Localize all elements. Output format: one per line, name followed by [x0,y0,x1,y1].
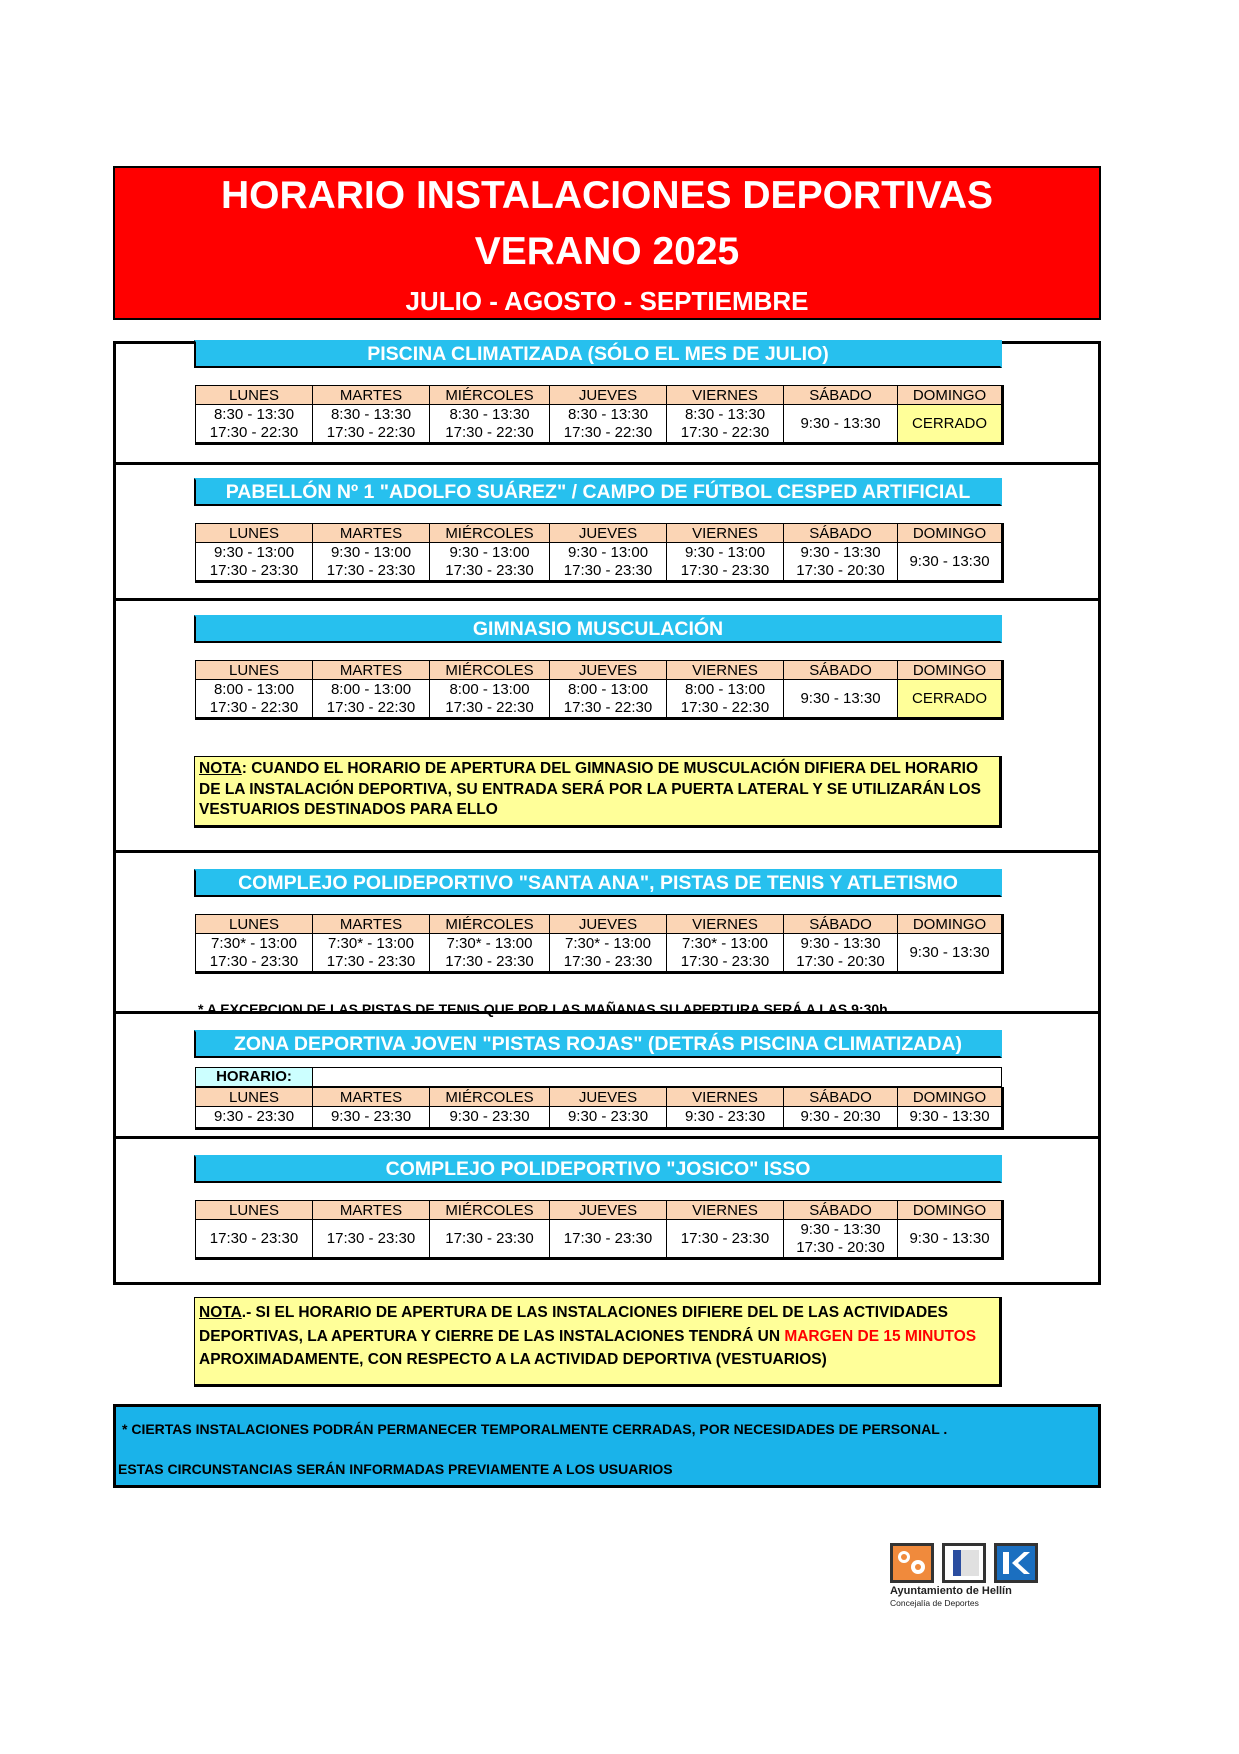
hours-line: 9:30 - 13:30 [909,552,990,570]
hours-line: 9:30 - 13:00 [213,543,295,561]
day-header-row [196,1088,1003,1107]
hours-cell [550,680,667,719]
logo-department: Concejalía de Deportes [890,1598,979,1608]
day-header-cell: LUNES [196,524,313,543]
hours-row [196,1220,1003,1259]
hours-cell [430,1107,550,1129]
general-note [194,1297,1002,1387]
schedule-table-pistas-rojas [195,1087,1004,1130]
page-title: HORARIO INSTALACIONES DEPORTIVAS [220,174,994,217]
hours-cell [313,405,430,444]
hours-cell [667,1220,784,1259]
day-header-cell: MIÉRCOLES [430,386,550,405]
day-header-cell: JUEVES [550,915,667,934]
day-header-cell: SÁBADO [784,915,898,934]
day-header-cell: SÁBADO [784,1201,898,1220]
hours-row [196,405,1003,444]
day-header-cell: SÁBADO [784,661,898,680]
hours-cell [430,405,550,444]
day-header-cell: VIERNES [667,1201,784,1220]
day-header-cell: MARTES [313,524,430,543]
gym-note [194,756,1002,828]
day-header-cell: JUEVES [550,1201,667,1220]
hours-line: 17:30 - 23:30 [680,1229,770,1247]
hours-line: 8:30 - 13:30 [449,405,530,423]
tennis-footnote: * A EXCEPCION DE LAS PISTAS DE TENIS QUE POR LAS MAÑANAS SU APERTURA SERÁ A LAS 9:30h [198,1001,888,1017]
hours-line: 8:30 - 13:30 [330,405,412,423]
day-header-cell: MIÉRCOLES [430,524,550,543]
logo-emblem-icon [890,1541,1050,1585]
day-header-cell: JUEVES [550,661,667,680]
hours-cell [898,1220,1003,1259]
hours-line: 7:30* - 13:00 [328,934,414,952]
hours-row [196,680,1003,719]
hours-line: 9:30 - 23:30 [330,1108,412,1125]
season-title: VERANO 2025 [474,230,740,273]
day-header-cell: SÁBADO [784,524,898,543]
hours-line: 17:30 - 22:30 [445,698,534,716]
hours-line: 17:30 - 23:30 [563,952,653,970]
section-title-pabellon: PABELLÓN Nº 1 "ADOLFO SUÁREZ" / CAMPO DE FÚTBOL CESPED ARTIFICIAL [194,478,1002,506]
hours-cell [898,543,1003,582]
day-header-cell: LUNES [196,661,313,680]
hours-line: 8:00 - 13:00 [213,680,295,698]
hours-line: 8:00 - 13:00 [567,680,649,698]
title-banner [113,166,1101,320]
day-header-cell: MIÉRCOLES [430,1201,550,1220]
hours-cell [898,405,1003,444]
section-divider [113,850,1101,853]
day-header-cell: DOMINGO [898,386,1003,405]
day-header-cell: JUEVES [550,524,667,543]
hours-line: 17:30 - 23:30 [326,1229,416,1247]
hours-cell [667,1107,784,1129]
section-divider [113,1136,1101,1139]
day-header-cell: LUNES [196,386,313,405]
hours-cell [898,1107,1003,1129]
hours-line: 17:30 - 23:30 [680,561,770,579]
hours-line: 17:30 - 23:30 [680,952,770,970]
day-header-cell: VIERNES [667,524,784,543]
hours-line: 17:30 - 23:30 [209,952,299,970]
hours-line: CERRADO [911,414,987,432]
day-header-cell: MIÉRCOLES [430,915,550,934]
hours-line: 9:30 - 13:30 [909,943,990,961]
schedule-table-piscina [195,385,1004,445]
day-header-cell: VIERNES [667,386,784,405]
hours-line: 7:30* - 13:00 [565,934,651,952]
day-header-cell: JUEVES [550,386,667,405]
hours-cell [667,405,784,444]
day-header-cell: VIERNES [667,1088,784,1107]
hours-line: 17:30 - 23:30 [209,1229,299,1247]
day-header-cell: VIERNES [667,661,784,680]
hours-cell [550,405,667,444]
hours-line: 17:30 - 23:30 [326,952,416,970]
hours-cell [313,934,430,973]
schedule-table-pabellon [195,523,1004,583]
schedule-table-gimnasio [195,660,1004,720]
day-header-cell: MIÉRCOLES [430,1088,550,1107]
general-note-text-end: APROXIMADAMENTE, CON RESPECTO A LA ACTIVIDAD DEPORTIVA (VESTUARIOS) [199,1351,827,1368]
hours-line: 17:30 - 23:30 [445,1229,534,1247]
hours-line: 17:30 - 22:30 [445,423,534,441]
hours-line: 8:00 - 13:00 [449,680,530,698]
day-header-cell: SÁBADO [784,386,898,405]
gym-note-label: NOTA [199,760,242,777]
day-header-cell: LUNES [196,915,313,934]
day-header-row [196,524,1003,543]
day-header-cell: MARTES [313,661,430,680]
hours-row [196,543,1003,582]
hours-cell [784,1107,898,1129]
hours-line: 9:30 - 20:30 [800,1108,881,1125]
hours-cell [550,543,667,582]
section-title-piscina: PISCINA CLIMATIZADA (SÓLO EL MES DE JULIO) [194,340,1002,368]
day-header-cell: VIERNES [667,915,784,934]
hours-line: 9:30 - 13:30 [800,1220,881,1238]
hours-cell [196,543,313,582]
day-header-row [196,915,1003,934]
horario-empty-cell [313,1067,1002,1087]
hours-line: 17:30 - 22:30 [209,423,299,441]
hours-cell [313,543,430,582]
section-divider [113,598,1101,601]
gym-note-text: : CUANDO EL HORARIO DE APERTURA DEL GIMNASIO DE MUSCULACIÓN DIFIERA DEL HORARIO DE LA INSTALACIÓN DEPORTIVA, SU ENTRADA SERÁ POR LA PUERTA LATERAL Y SE UTILIZARÁN LOS VESTUARIOS DESTINADOS PARA ELLO [199,760,981,818]
hours-cell [430,680,550,719]
day-header-cell: JUEVES [550,1088,667,1107]
margin-highlight: MARGEN DE 15 MINUTOS [784,1327,977,1345]
day-header-cell: MIÉRCOLES [430,661,550,680]
hours-cell [313,680,430,719]
hours-line: 17:30 - 22:30 [563,698,653,716]
hours-cell [196,1220,313,1259]
section-title-josico: COMPLEJO POLIDEPORTIVO "JOSICO" ISSO [194,1155,1002,1183]
hours-line: 9:30 - 13:30 [800,689,881,707]
hours-line: 9:30 - 13:00 [330,543,412,561]
hours-line: CERRADO [911,689,987,707]
hours-cell [784,680,898,719]
hours-line: 17:30 - 23:30 [445,952,534,970]
hours-line: 17:30 - 22:30 [563,423,653,441]
hours-cell [196,680,313,719]
day-header-cell: DOMINGO [898,1088,1003,1107]
hours-cell [313,1107,430,1129]
hours-line: 17:30 - 23:30 [326,561,416,579]
hours-cell [196,1107,313,1129]
closure-notice [113,1404,1101,1488]
hours-line: 17:30 - 23:30 [563,561,653,579]
hours-cell [898,680,1003,719]
day-header-cell: MARTES [313,1088,430,1107]
day-header-row [196,1201,1003,1220]
hellin-logo [890,1541,1050,1613]
hours-cell [430,543,550,582]
hours-line: 9:30 - 13:00 [449,543,530,561]
hours-cell [430,1220,550,1259]
day-header-row [196,661,1003,680]
hours-line: 17:30 - 22:30 [680,698,770,716]
hours-cell [313,1220,430,1259]
day-header-cell: DOMINGO [898,661,1003,680]
hours-cell [550,1107,667,1129]
hours-cell [667,543,784,582]
hours-line: 7:30* - 13:00 [211,934,297,952]
logo-name: Ayuntamiento de Hellín [890,1585,1012,1597]
day-header-cell: MARTES [313,1201,430,1220]
months-subtitle: JULIO - AGOSTO - SEPTIEMBRE [405,286,809,316]
hours-line: 17:30 - 23:30 [209,561,299,579]
day-header-cell: DOMINGO [898,915,1003,934]
hours-line: 9:30 - 13:30 [800,934,881,952]
hours-line: 17:30 - 20:30 [796,1238,885,1256]
schedule-table-santa-ana [195,914,1004,974]
hours-cell [667,680,784,719]
section-title-santa-ana: COMPLEJO POLIDEPORTIVO "SANTA ANA", PISTAS DE TENIS Y ATLETISMO [194,869,1002,897]
hours-line: 17:30 - 22:30 [680,423,770,441]
hours-line: 9:30 - 13:00 [684,543,766,561]
hours-line: 17:30 - 22:30 [326,423,416,441]
general-note-label: NOTA [199,1304,242,1321]
hours-line: 17:30 - 20:30 [796,561,885,579]
hours-cell [784,1220,898,1259]
hours-cell [898,934,1003,973]
hours-cell [196,934,313,973]
hours-line: 9:30 - 13:00 [567,543,649,561]
hours-line: 8:30 - 13:30 [567,405,649,423]
hours-cell [784,405,898,444]
day-header-cell: LUNES [196,1088,313,1107]
hours-line: 9:30 - 23:30 [567,1108,649,1125]
section-title-gimnasio: GIMNASIO MUSCULACIÓN [194,615,1002,643]
hours-cell [667,934,784,973]
day-header-cell: DOMINGO [898,524,1003,543]
hours-line: 8:00 - 13:00 [684,680,766,698]
hours-line: 8:30 - 13:30 [213,405,295,423]
closure-notice-line2: ESTAS CIRCUNSTANCIAS SERÁN INFORMADAS PREVIAMENTE A LOS USUARIOS [118,1461,673,1477]
hours-row [196,1107,1003,1129]
hours-cell [784,934,898,973]
section-title-pistas-rojas: ZONA DEPORTIVA JOVEN "PISTAS ROJAS" (DETRÁS PISCINA CLIMATIZADA) [194,1030,1002,1058]
hours-line: 8:00 - 13:00 [330,680,412,698]
day-header-cell: DOMINGO [898,1201,1003,1220]
horario-label: HORARIO: [195,1067,313,1087]
hours-line: 17:30 - 22:30 [209,698,299,716]
hours-cell [784,543,898,582]
hours-line: 9:30 - 23:30 [449,1108,530,1125]
section-divider [113,462,1101,465]
hours-cell [430,934,550,973]
hours-line: 9:30 - 13:30 [909,1108,990,1125]
hours-line: 17:30 - 23:30 [563,1229,653,1247]
closure-notice-line1: * CIERTAS INSTALACIONES PODRÁN PERMANECER TEMPORALMENTE CERRADAS, POR NECESIDADES DE PERSONAL . [122,1421,948,1437]
day-header-row [196,386,1003,405]
hours-line: 17:30 - 22:30 [326,698,416,716]
hours-line: 17:30 - 23:30 [445,561,534,579]
hours-line: 9:30 - 23:30 [213,1108,295,1125]
hours-line: 9:30 - 13:30 [909,1229,990,1247]
hours-cell [196,405,313,444]
hours-line: 9:30 - 13:30 [800,543,881,561]
day-header-cell: LUNES [196,1201,313,1220]
hours-line: 8:30 - 13:30 [684,405,766,423]
schedule-table-josico [195,1200,1004,1260]
hours-row [196,934,1003,973]
hours-line: 7:30* - 13:00 [446,934,533,952]
hours-cell [550,934,667,973]
hours-cell [550,1220,667,1259]
general-note-text: .- SI EL HORARIO DE APERTURA DE LAS INSTALACIONES DIFIERE DEL DE LAS ACTIVIDADES DEPORTIVAS, LA APERTURA Y CIERRE DE LAS INSTALACIONES TENDRÁ UN [199,1304,948,1345]
day-header-cell: SÁBADO [784,1088,898,1107]
day-header-cell: MARTES [313,386,430,405]
hours-line: 17:30 - 20:30 [796,952,885,970]
hours-line: 9:30 - 13:30 [800,414,881,432]
day-header-cell: MARTES [313,915,430,934]
hours-line: 9:30 - 23:30 [684,1108,766,1125]
hours-line: 7:30* - 13:00 [682,934,768,952]
